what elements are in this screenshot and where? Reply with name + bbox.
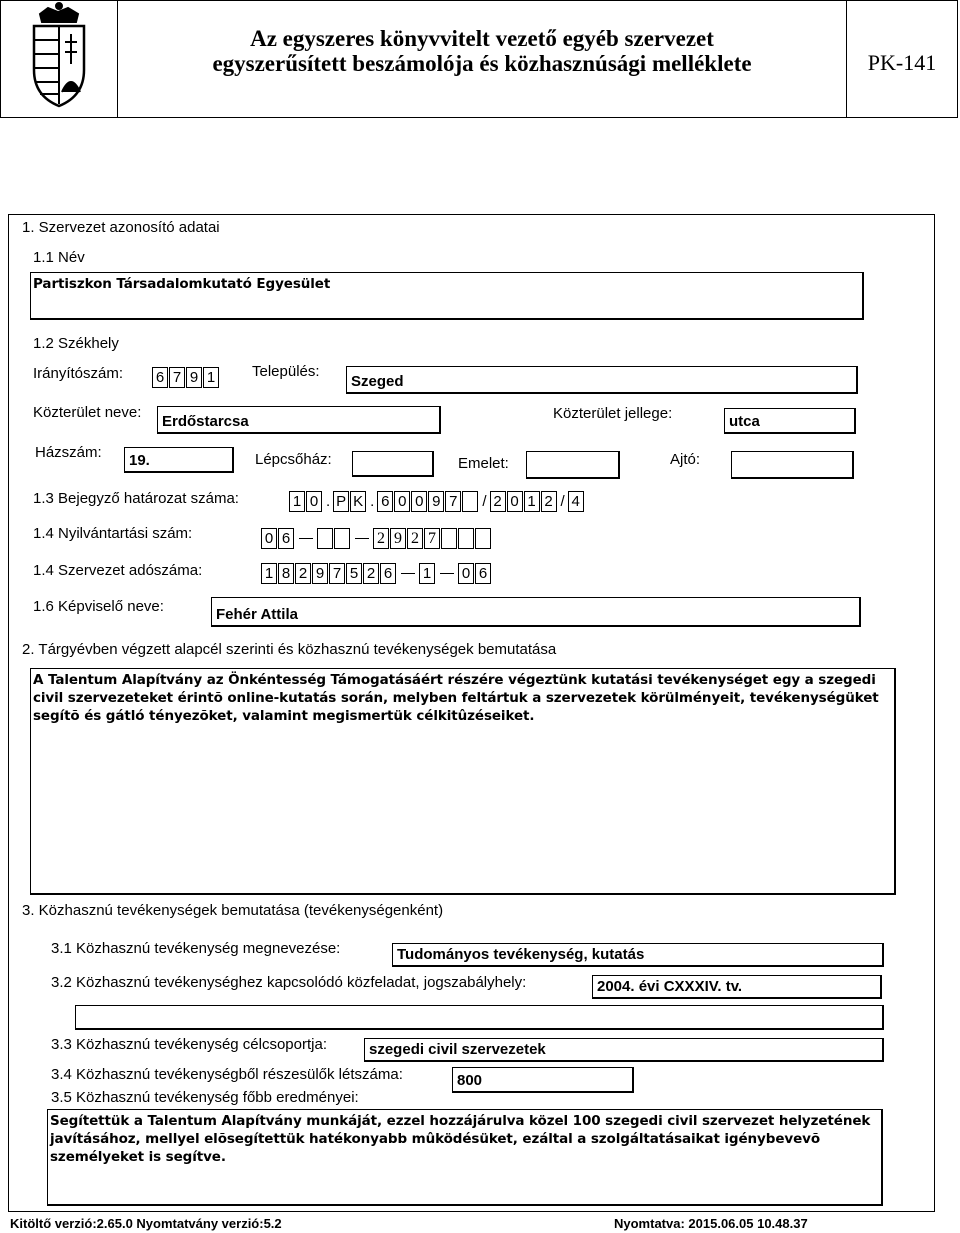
digit-box: 1 xyxy=(203,367,219,388)
digit-box: 2 xyxy=(363,563,379,584)
street-name-field[interactable]: Erdőstarcsa xyxy=(157,406,441,434)
door-field[interactable] xyxy=(731,451,854,479)
digit-box: 0 xyxy=(306,491,322,512)
representative-field[interactable]: Fehér Attila xyxy=(211,597,861,627)
registration-label: 1.4 Nyilvántartási szám: xyxy=(33,525,193,542)
digit-box: 7 xyxy=(424,528,440,549)
dash-separator xyxy=(440,573,454,574)
zip-field[interactable] xyxy=(152,366,220,388)
digit-box: 2 xyxy=(541,491,557,512)
digit-box: 2 xyxy=(407,528,423,549)
digit-box: 9 xyxy=(312,563,328,584)
digit-box: 1 xyxy=(261,563,277,584)
digit-box: 6 xyxy=(475,563,491,584)
digit-box: 0 xyxy=(458,563,474,584)
public-task-field[interactable]: 2004. évi CXXXIV. tv. xyxy=(592,975,882,999)
logo-cell xyxy=(0,0,118,118)
digit-box: 6 xyxy=(152,367,168,388)
section3-title: 3. Közhasznú tevékenységek bemutatása (tevékenységenként) xyxy=(22,902,444,919)
city-label: Település: xyxy=(252,363,320,380)
digit-box: 9 xyxy=(186,367,202,388)
digit-box: P xyxy=(333,491,349,512)
dash-separator xyxy=(401,573,415,574)
digit-box: 6 xyxy=(377,491,393,512)
digit-box: 0 xyxy=(411,491,427,512)
hungarian-coat-of-arms-icon xyxy=(0,0,118,118)
activities-field[interactable] xyxy=(30,668,896,895)
digit-box xyxy=(462,491,478,512)
digit-box: 1 xyxy=(524,491,540,512)
stair-field[interactable] xyxy=(352,451,434,477)
digit-box: 7 xyxy=(445,491,461,512)
tax-number-field[interactable] xyxy=(261,562,492,584)
beneficiaries-field[interactable]: 800 xyxy=(452,1067,634,1093)
digit-box: 9 xyxy=(390,528,406,549)
street-name-label: Közterület neve: xyxy=(33,404,142,421)
title-line-1: Az egyszeres könyvvitelt vezető egyéb szervezet xyxy=(250,26,714,51)
dash-separator xyxy=(355,538,369,539)
separator: . xyxy=(326,492,331,510)
public-task-field-2[interactable] xyxy=(75,1005,884,1030)
target-group-field[interactable]: szegedi civil szervezetek xyxy=(364,1038,884,1062)
tax-number-label: 1.4 Szervezet adószáma: xyxy=(33,562,203,579)
form-code: PK-141 xyxy=(867,50,937,75)
activity-name-field[interactable]: Tudományos tevékenység, kutatás xyxy=(392,943,884,967)
digit-box: 0 xyxy=(507,491,523,512)
digit-box xyxy=(334,528,350,549)
digit-box: 4 xyxy=(568,491,584,512)
target-group-label: 3.3 Közhasznú tevékenység célcsoportja: xyxy=(51,1036,327,1053)
court-decision-field[interactable] xyxy=(289,490,585,512)
house-number-field[interactable]: 19. xyxy=(124,447,234,473)
digit-box: 0 xyxy=(394,491,410,512)
results-label: 3.5 Közhasznú tevékenység főbb eredményei: xyxy=(51,1089,359,1106)
digit-box: 2 xyxy=(373,528,389,549)
zip-label: Irányítószám: xyxy=(33,365,124,382)
floor-field[interactable] xyxy=(526,451,620,479)
street-type-label: Közterület jellege: xyxy=(553,405,673,422)
activity-name-label: 3.1 Közhasznú tevékenység megnevezése: xyxy=(51,940,341,957)
digit-box: K xyxy=(350,491,366,512)
floor-label: Emelet: xyxy=(458,455,509,472)
digit-box: 9 xyxy=(428,491,444,512)
name-label: 1.1 Név xyxy=(33,249,85,266)
footer-version: Kitöltő verzió:2.65.0 Nyomtatvány verzió:5.2 xyxy=(10,1216,282,1231)
section2-title: 2. Tárgyévben végzett alapcél szerinti és közhasznú tevékenységek bemutatása xyxy=(22,641,557,658)
digit-box: 0 xyxy=(261,528,277,549)
section1-title: 1. Szervezet azonosító adatai xyxy=(22,219,220,236)
digit-box: 7 xyxy=(329,563,345,584)
separator: . xyxy=(370,492,375,510)
activities-text: A Talentum Alapítvány az Önkéntesség Támogatásáért részére végeztünk kutatási tevékenységet egy a szegedi civil szervezeteket érintõ online-kutatás során, melyben feltártuk a szervezetek körülményeit, tevékenységüket segítõ és gátló tényezõket, valamint megismertük célkitûzéseiket. xyxy=(33,672,879,724)
digit-box: 7 xyxy=(169,367,185,388)
registration-field[interactable] xyxy=(261,527,492,549)
name-value: Partiszkon Társadalomkutató Egyesület xyxy=(33,276,331,292)
results-text: Segítettük a Talentum Alapítvány munkáját, ezzel hozzájárulva közel 100 szegedi civil szervezet helyzetének javításához, mellyel elõsegítettük hatékonyabb mûködésüket, ezáltal a szolgáltatásaikat igénybevevõ személyeket is segítve. xyxy=(50,1113,871,1165)
representative-label: 1.6 Képviselő neve: xyxy=(33,598,164,615)
digit-box: 1 xyxy=(419,563,435,584)
city-field[interactable]: Szeged xyxy=(346,366,858,394)
public-task-label: 3.2 Közhasznú tevékenységhez kapcsolódó közfeladat, jogszabályhely: xyxy=(51,974,527,991)
digit-box xyxy=(441,528,457,549)
separator: / xyxy=(482,492,487,510)
separator: / xyxy=(560,492,565,510)
beneficiaries-label: 3.4 Közhasznú tevékenységből részesülők létszáma: xyxy=(51,1066,403,1083)
digit-box xyxy=(475,528,491,549)
digit-box: 1 xyxy=(289,491,305,512)
stair-label: Lépcsőház: xyxy=(255,451,332,468)
form-title xyxy=(118,26,846,76)
digit-box: 2 xyxy=(490,491,506,512)
digit-box: 8 xyxy=(278,563,294,584)
digit-box: 5 xyxy=(346,563,362,584)
dash-separator xyxy=(299,538,313,539)
footer-printed: Nyomtatva: 2015.06.05 10.48.37 xyxy=(614,1216,808,1231)
seat-label: 1.2 Székhely xyxy=(33,335,119,352)
house-number-label: Házszám: xyxy=(35,444,102,461)
digit-box xyxy=(317,528,333,549)
digit-box: 2 xyxy=(295,563,311,584)
street-type-field[interactable]: utca xyxy=(724,408,856,434)
door-label: Ajtó: xyxy=(670,451,701,468)
results-field[interactable] xyxy=(47,1109,883,1206)
digit-box: 6 xyxy=(380,563,396,584)
digit-box: 6 xyxy=(278,528,294,549)
court-decision-label: 1.3 Bejegyző határozat száma: xyxy=(33,490,239,507)
name-field[interactable] xyxy=(30,272,864,320)
digit-box xyxy=(458,528,474,549)
title-line-2: egyszerűsített beszámolója és közhasznúsági melléklete xyxy=(212,51,752,76)
